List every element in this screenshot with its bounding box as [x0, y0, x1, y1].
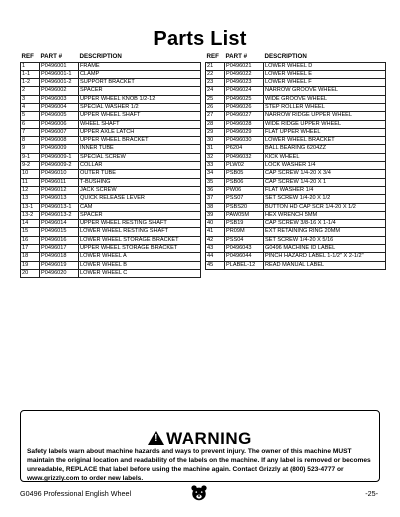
part-number-cell: PR09M — [225, 228, 264, 236]
ref-cell: 13-2 — [21, 211, 40, 219]
table-row — [206, 112, 386, 120]
ref-cell: 31 — [206, 145, 225, 153]
ref-cell: 17 — [21, 245, 40, 253]
table-header-row — [206, 52, 386, 62]
table-row — [21, 170, 201, 178]
description-cell: CAP SCREW 1/4-20 X 1 — [264, 178, 386, 186]
part-number-cell: P0496016 — [40, 236, 79, 244]
description-cell: G0496 MACHINE ID LABEL — [264, 245, 386, 253]
description-cell: HEX WRENCH 5MM — [264, 211, 386, 219]
table-row — [21, 120, 201, 128]
table-row — [21, 261, 201, 269]
part-number-cell: P0496001-1 — [40, 70, 79, 78]
ref-cell: 41 — [206, 228, 225, 236]
ref-cell: 38 — [206, 203, 225, 211]
table-header-row — [21, 52, 201, 62]
part-number-cell: PW06 — [225, 186, 264, 194]
ref-cell: 29 — [206, 128, 225, 136]
table-row — [21, 145, 201, 153]
ref-cell: 37 — [206, 195, 225, 203]
description-cell: SPACER — [79, 211, 201, 219]
part-number-cell: P0496027 — [225, 112, 264, 120]
part-number-cell: P0496021 — [225, 62, 264, 70]
warning-text: Safety labels warn about machine hazards and ways to prevent injury. The owner of this machine MUST maintain the original location and readability of the labels on the machine. If any label is removed or becomes unreadable, REPLACE that label before using the machine again. Contact Grizzly at (800) 523-4777 or www.grizzly.com to order new labels. — [27, 448, 371, 482]
ref-cell: 28 — [206, 120, 225, 128]
ref-cell: 40 — [206, 220, 225, 228]
description-cell: LOCK WASHER 1/4 — [264, 162, 386, 170]
table-row — [206, 186, 386, 194]
description-cell: WHEEL SHAFT — [79, 120, 201, 128]
table-row — [21, 153, 201, 161]
ref-cell: 7 — [21, 128, 40, 136]
part-number-cell: P0496009 — [40, 145, 79, 153]
ref-cell: 13 — [21, 195, 40, 203]
table-row — [206, 253, 386, 261]
description-cell: WIDE GROOVE WHEEL — [264, 95, 386, 103]
table-row — [21, 112, 201, 120]
description-cell: OUTER TUBE — [79, 170, 201, 178]
part-number-cell: P0496018 — [40, 253, 79, 261]
description-cell: CAP SCREW 1/4-20 X 3/4 — [264, 170, 386, 178]
part-number-cell: P6204 — [225, 145, 264, 153]
description-cell: CAP SCREW 3/8-16 X 1-1/4 — [264, 220, 386, 228]
ref-cell: 15 — [21, 228, 40, 236]
description-cell: FRAME — [79, 62, 201, 70]
part-number-cell: P0496024 — [225, 87, 264, 95]
description-cell: LOWER WHEEL BRACKET — [264, 137, 386, 145]
table-row — [21, 269, 201, 277]
ref-cell: 22 — [206, 70, 225, 78]
parts-table-right — [205, 52, 386, 270]
part-number-cell: P0496022 — [225, 70, 264, 78]
table-row — [21, 236, 201, 244]
description-cell: SUPPORT BRACKET — [79, 79, 201, 87]
description-cell: LOWER WHEEL STORAGE BRACKET — [79, 236, 201, 244]
table-row — [21, 203, 201, 211]
ref-cell: 43 — [206, 245, 225, 253]
ref-cell: 1 — [21, 62, 40, 70]
table-row — [206, 153, 386, 161]
description-cell: LOWER WHEEL RESTING SHAFT — [79, 228, 201, 236]
description-cell: UPPER WHEEL BRACKET — [79, 137, 201, 145]
column-header-description: DESCRIPTION — [79, 52, 122, 60]
column-header-description: DESCRIPTION — [264, 52, 307, 60]
ref-cell: 42 — [206, 236, 225, 244]
ref-cell: 8 — [21, 137, 40, 145]
description-cell: JACK SCREW — [79, 186, 201, 194]
part-number-cell: P0496013-1 — [40, 203, 79, 211]
ref-cell: 5 — [21, 112, 40, 120]
part-number-cell: P0496032 — [225, 153, 264, 161]
description-cell: SET SCREW 1/4-20 X 1/2 — [264, 195, 386, 203]
ref-cell: 12 — [21, 186, 40, 194]
ref-cell: 2 — [21, 87, 40, 95]
ref-cell: 36 — [206, 186, 225, 194]
description-cell: QUICK RELEASE LEVER — [79, 195, 201, 203]
part-number-cell: P0496012 — [40, 186, 79, 194]
ref-cell: 20 — [21, 269, 40, 277]
table-row — [21, 245, 201, 253]
warning-triangle-icon — [148, 431, 164, 445]
part-number-cell: P0496017 — [40, 245, 79, 253]
part-number-cell: PAW05M — [225, 211, 264, 219]
table-row — [21, 186, 201, 194]
table-row — [21, 178, 201, 186]
part-number-cell: P0496002 — [40, 87, 79, 95]
part-number-cell: P0496011 — [40, 178, 79, 186]
table-row — [21, 253, 201, 261]
ref-cell: 9-1 — [21, 153, 40, 161]
description-cell: STEP ROLLER WHEEL — [264, 103, 386, 111]
table-row — [206, 145, 386, 153]
description-cell: UPPER WHEEL RESTING SHAFT — [79, 220, 201, 228]
description-cell: PINCH HAZARD LABEL 1-1/2" X 2-1/2" — [264, 253, 386, 261]
description-cell: BUTTON HD CAP SCR 1/4-20 X 1/2 — [264, 203, 386, 211]
table-row — [21, 162, 201, 170]
description-cell: UPPER WHEEL STORAGE BRACKET — [79, 245, 201, 253]
table-row — [21, 228, 201, 236]
column-header-ref: REF — [21, 52, 34, 60]
part-number-cell: P0496010 — [40, 170, 79, 178]
table-row — [21, 220, 201, 228]
part-number-cell: P0496029 — [225, 128, 264, 136]
ref-cell: 27 — [206, 112, 225, 120]
part-number-cell: PSB19 — [225, 220, 264, 228]
table-row — [21, 95, 201, 103]
ref-cell: 26 — [206, 103, 225, 111]
ref-cell: 14 — [21, 220, 40, 228]
table-row — [206, 236, 386, 244]
description-cell: SET SCREW 1/4-20 X 5/16 — [264, 236, 386, 244]
table-row — [206, 220, 386, 228]
column-header-ref: REF — [206, 52, 219, 60]
part-number-cell: P0496001 — [40, 62, 79, 70]
description-cell: SPECIAL SCREW — [79, 153, 201, 161]
ref-cell: 33 — [206, 162, 225, 170]
part-number-cell: P0496007 — [40, 128, 79, 136]
description-cell: COLLAR — [79, 162, 201, 170]
table-row — [21, 87, 201, 95]
part-number-cell: PSBS20 — [225, 203, 264, 211]
part-number-cell: P0496003 — [40, 95, 79, 103]
table-row — [206, 195, 386, 203]
table-row — [206, 203, 386, 211]
table-row — [21, 79, 201, 87]
footer-manual-title: G0496 Professional English Wheel — [20, 489, 132, 498]
part-number-cell: PLABEL-12 — [225, 261, 264, 269]
ref-cell: 13-1 — [21, 203, 40, 211]
part-number-cell: P0496001-2 — [40, 79, 79, 87]
ref-cell: 19 — [21, 261, 40, 269]
table-row — [206, 228, 386, 236]
part-number-cell: P0496014 — [40, 220, 79, 228]
ref-cell: 44 — [206, 253, 225, 261]
warning-heading — [21, 429, 379, 449]
page-title: Parts List — [153, 28, 247, 50]
table-row — [206, 261, 386, 269]
part-number-cell: PLW02 — [225, 162, 264, 170]
column-header-part: PART # — [40, 52, 63, 60]
ref-cell: 18 — [21, 253, 40, 261]
table-row — [206, 120, 386, 128]
grizzly-bear-icon — [190, 484, 208, 502]
part-number-cell: P0496013-2 — [40, 211, 79, 219]
ref-cell: 11 — [21, 178, 40, 186]
description-cell: SPACER — [79, 87, 201, 95]
table-row — [206, 79, 386, 87]
description-cell: SPECIAL WASHER 1/2 — [79, 103, 201, 111]
part-number-cell: PSB05 — [225, 170, 264, 178]
ref-cell: 4 — [21, 103, 40, 111]
table-row — [206, 137, 386, 145]
table-row — [206, 170, 386, 178]
table-row — [206, 103, 386, 111]
part-number-cell: P0496004 — [40, 103, 79, 111]
description-cell: CLAMP — [79, 70, 201, 78]
ref-cell: 6 — [21, 120, 40, 128]
part-number-cell: P0496023 — [225, 79, 264, 87]
ref-cell: 3 — [21, 95, 40, 103]
ref-cell: 39 — [206, 211, 225, 219]
table-row — [206, 178, 386, 186]
description-cell: INNER TUBE — [79, 145, 201, 153]
part-number-cell: P0496013 — [40, 195, 79, 203]
ref-cell: 23 — [206, 79, 225, 87]
part-number-cell: P0496043 — [225, 245, 264, 253]
table-row — [21, 128, 201, 136]
table-row — [206, 95, 386, 103]
ref-cell: 30 — [206, 137, 225, 145]
ref-cell: 34 — [206, 170, 225, 178]
ref-cell: 32 — [206, 153, 225, 161]
part-number-cell: PSB06 — [225, 178, 264, 186]
table-row — [206, 245, 386, 253]
table-row — [206, 62, 386, 70]
description-cell: WIDE RIDGE UPPER WHEEL — [264, 120, 386, 128]
ref-cell: 45 — [206, 261, 225, 269]
part-number-cell: P0496009-1 — [40, 153, 79, 161]
part-number-cell: P0496009-2 — [40, 162, 79, 170]
ref-cell: 1-2 — [21, 79, 40, 87]
part-number-cell: P0496015 — [40, 228, 79, 236]
table-row — [21, 137, 201, 145]
part-number-cell: P0496006 — [40, 120, 79, 128]
description-cell: LOWER WHEEL E — [264, 70, 386, 78]
description-cell: FLAT UPPER WHEEL — [264, 128, 386, 136]
description-cell: T-BUSHING — [79, 178, 201, 186]
part-number-cell: P0496020 — [40, 269, 79, 277]
table-row — [21, 195, 201, 203]
description-cell: BALL BEARING 6204ZZ — [264, 145, 386, 153]
ref-cell: 10 — [21, 170, 40, 178]
ref-cell: 25 — [206, 95, 225, 103]
description-cell: UPPER WHEEL KNOB 1/2-12 — [79, 95, 201, 103]
description-cell: LOWER WHEEL B — [79, 261, 201, 269]
table-row — [206, 162, 386, 170]
warning-heading-text: WARNING — [166, 429, 252, 448]
page-number: -25- — [365, 489, 378, 498]
ref-cell: 35 — [206, 178, 225, 186]
description-cell: FLAT WASHER 1/4 — [264, 186, 386, 194]
description-cell: CAM — [79, 203, 201, 211]
part-number-cell: P0496026 — [225, 103, 264, 111]
description-cell: LOWER WHEEL D — [264, 62, 386, 70]
ref-cell: 21 — [206, 62, 225, 70]
ref-cell: 16 — [21, 236, 40, 244]
part-number-cell: P0496025 — [225, 95, 264, 103]
table-row — [21, 211, 201, 219]
description-cell: NARROW RIDGE UPPER WHEEL — [264, 112, 386, 120]
part-number-cell: PSS04 — [225, 236, 264, 244]
warning-box — [20, 410, 380, 482]
description-cell: EXT RETAINING RING 20MM — [264, 228, 386, 236]
table-row — [21, 62, 201, 70]
parts-table-left — [20, 52, 201, 278]
part-number-cell: P0496005 — [40, 112, 79, 120]
column-header-part: PART # — [225, 52, 248, 60]
table-row — [21, 70, 201, 78]
description-cell: UPPER AXLE LATCH — [79, 128, 201, 136]
part-number-cell: P0496008 — [40, 137, 79, 145]
description-cell: LOWER WHEEL A — [79, 253, 201, 261]
table-row — [206, 211, 386, 219]
table-row — [206, 70, 386, 78]
ref-cell: 24 — [206, 87, 225, 95]
part-number-cell: P0496044 — [225, 253, 264, 261]
table-row — [21, 103, 201, 111]
part-number-cell: P0496019 — [40, 261, 79, 269]
description-cell: KICK WHEEL — [264, 153, 386, 161]
ref-cell: 9 — [21, 145, 40, 153]
description-cell: NARROW GROOVE WHEEL — [264, 87, 386, 95]
part-number-cell: P0496030 — [225, 137, 264, 145]
description-cell: LOWER WHEEL F — [264, 79, 386, 87]
ref-cell: 1-1 — [21, 70, 40, 78]
description-cell: UPPER WHEEL SHAFT — [79, 112, 201, 120]
description-cell: READ MANUAL LABEL — [264, 261, 386, 269]
table-row — [206, 87, 386, 95]
ref-cell: 9-2 — [21, 162, 40, 170]
table-row — [206, 128, 386, 136]
description-cell: LOWER WHEEL C — [79, 269, 201, 277]
part-number-cell: P0496028 — [225, 120, 264, 128]
part-number-cell: PSS07 — [225, 195, 264, 203]
